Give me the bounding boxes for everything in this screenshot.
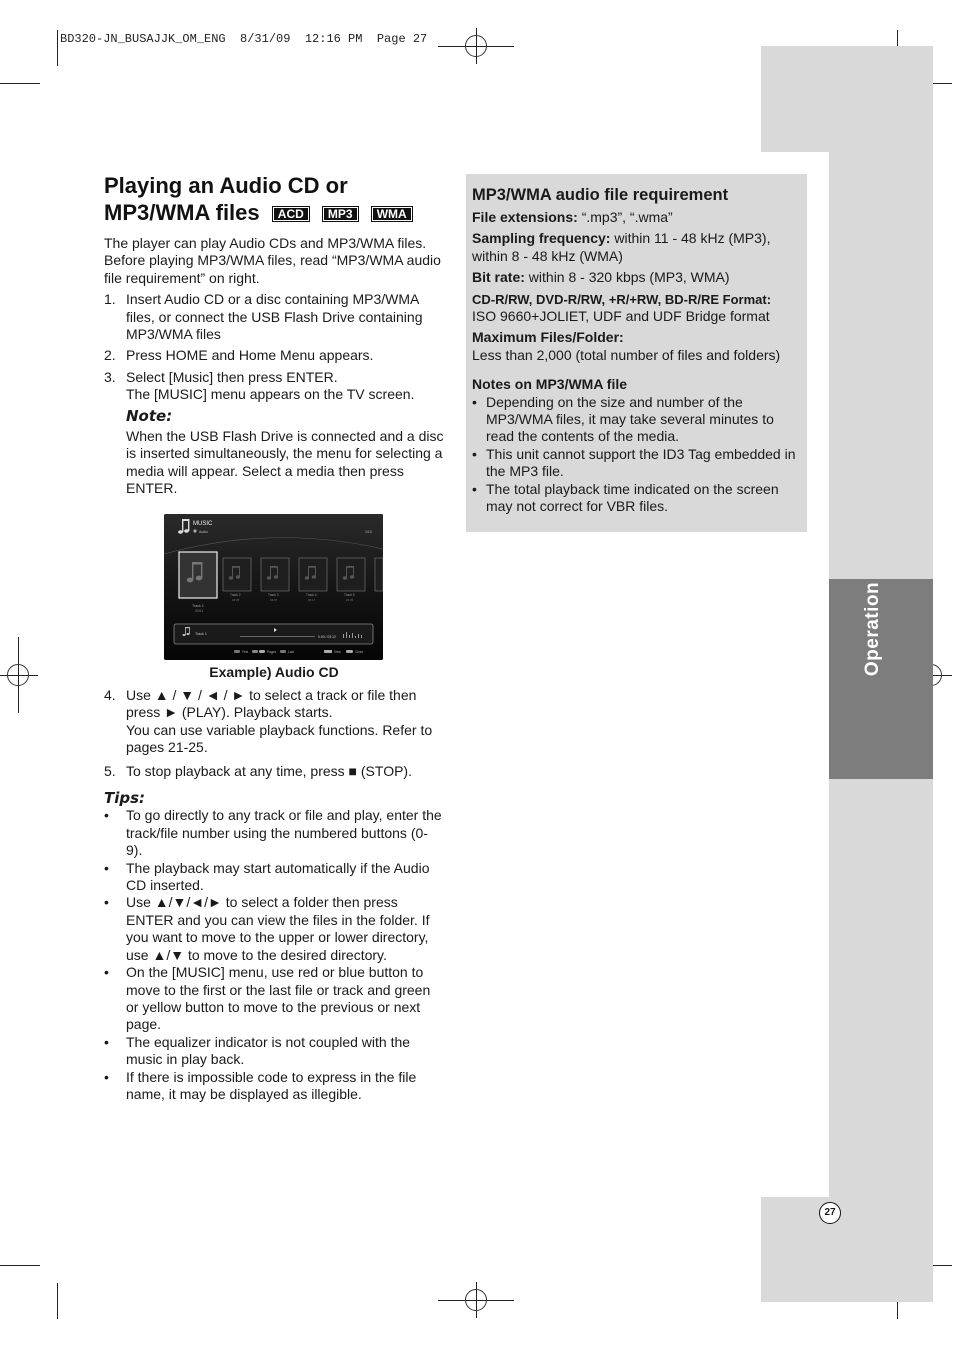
intro-text: The player can play Audio CDs and MP3/WMA files. Before playing MP3/WMA files, read “MP3/WMA audio file requirement” on right. bbox=[104, 235, 441, 286]
step-number: 4. bbox=[104, 687, 116, 703]
help-first: First bbox=[242, 650, 249, 654]
step-3 bbox=[104, 369, 444, 404]
step-number: 5. bbox=[104, 762, 116, 779]
tip-text: If there is impossible code to express in the file name, it may be displayed as illegible. bbox=[126, 1068, 417, 1102]
left-column-lower bbox=[104, 687, 444, 1103]
tip-text: The equalizer indicator is not coupled with the music in play back. bbox=[126, 1033, 411, 1068]
registration-mark bbox=[465, 35, 487, 57]
requirement-row bbox=[472, 291, 802, 326]
tip-item: • On the [MUSIC] menu, use red or blue button to move to the first or the last file or track and green or yellow button to move to the previous or next page. bbox=[104, 964, 431, 1033]
requirement-value: within 8 - 320 kbps (MP3, WMA) bbox=[524, 269, 730, 286]
note-item: • Depending on the size and number of the MP3/WMA files, it may take several minutes to read the contents of the media. bbox=[472, 393, 774, 445]
requirement-label: File extensions: bbox=[472, 209, 578, 225]
track-thumbnail bbox=[223, 558, 251, 591]
crop-mark bbox=[0, 1265, 40, 1266]
step-text: To stop playback at any time, press ■ (STOP). bbox=[126, 762, 412, 779]
badge-mp3: MP3 bbox=[322, 206, 359, 222]
step-1 bbox=[104, 291, 444, 343]
registration-mark bbox=[465, 1289, 487, 1311]
tip-item: • If there is impossible code to express in the file name, it may be displayed as illegible. bbox=[104, 1068, 417, 1102]
help-pages: Pages bbox=[267, 650, 277, 654]
tip-text: To go directly to any track or file and play, enter the track/file number using the numbered buttons (0-9). bbox=[126, 807, 442, 859]
track-label: Track 2 bbox=[230, 593, 241, 597]
note-item: • The total playback time indicated on the screen may not correct for VBR files. bbox=[472, 480, 779, 515]
step-4 bbox=[104, 687, 444, 757]
now-playing-track: Track 1 bbox=[195, 632, 207, 636]
step-text: Press HOME and Home Menu appears. bbox=[126, 347, 374, 364]
requirement-row bbox=[472, 209, 802, 226]
print-header: BD320-JN_BUSAJJK_OM_ENG 8/31/09 12:16 PM Page 27 bbox=[60, 32, 428, 46]
step-5 bbox=[104, 763, 444, 780]
track-time: 03:07 bbox=[270, 598, 278, 602]
tips-heading: Tips: bbox=[104, 789, 146, 808]
note-text: When the USB Flash Drive is connected and a disc is inserted simultaneously, the menu for selecting a media will appear. Select a media then press ENTER. bbox=[126, 428, 444, 497]
step-2 bbox=[104, 347, 444, 364]
tip-text: The playback may start automatically if the Audio CD inserted. bbox=[126, 859, 430, 894]
requirement-row bbox=[472, 329, 802, 364]
now-playing-bar bbox=[174, 624, 373, 644]
step-text: Use ▲ / ▼ / ◄ / ► to select a track or file then press ► (PLAY). Playback starts. bbox=[126, 687, 417, 721]
registration-mark bbox=[7, 664, 29, 686]
step-subtext: The [MUSIC] menu appears on the TV screen. bbox=[126, 386, 415, 403]
requirement-label: Maximum Files/Folder: bbox=[472, 329, 624, 346]
track-time: 00:01 bbox=[195, 609, 203, 613]
tip-item: • The equalizer indicator is not coupled with the music in play back. bbox=[104, 1033, 411, 1068]
note-item-text: The total playback time indicated on the screen may not correct for VBR files. bbox=[486, 480, 779, 515]
requirement-label: CD-R/RW, DVD-R/RW, +R/+RW, BD-R/RE Format: bbox=[472, 291, 772, 307]
title-line1: Playing an Audio CD or bbox=[104, 173, 348, 198]
menu-counter: 1/10 bbox=[365, 530, 372, 534]
track-thumbnail bbox=[337, 558, 365, 591]
step-number: 1. bbox=[104, 291, 116, 308]
title-line2: MP3/WMA files bbox=[104, 200, 260, 225]
step-number: 3. bbox=[104, 368, 116, 385]
figure-caption: Example) Audio CD bbox=[209, 664, 339, 680]
requirements-box bbox=[466, 174, 807, 532]
step-subtext: You can use variable playback functions. Refer to pages 21-25. bbox=[126, 721, 433, 756]
section-tab-label: Operation bbox=[862, 581, 883, 677]
step-text: Select [Music] then press ENTER. bbox=[126, 368, 338, 385]
requirement-value: within 11 - 48 kHz (MP3), within 8 - 48 kHz (WMA) bbox=[472, 230, 771, 264]
music-menu-screenshot bbox=[164, 514, 383, 660]
note-item: • This unit cannot support the ID3 Tag embedded in the MP3 file. bbox=[472, 445, 796, 480]
track-label: Track 3 bbox=[268, 593, 279, 597]
tip-text: On the [MUSIC] menu, use red or blue button to move to the first or the last file or track and green or yellow button to move to the previous or next page. bbox=[126, 964, 431, 1033]
section-tab bbox=[829, 579, 933, 779]
requirement-label: Bit rate: bbox=[472, 269, 525, 286]
music-menu-illustration bbox=[164, 514, 383, 660]
page-title bbox=[104, 172, 413, 226]
help-last: Last bbox=[288, 650, 295, 654]
menu-subtitle: Audio bbox=[199, 530, 208, 534]
track-time: 03:05 bbox=[232, 598, 240, 602]
crop-mark bbox=[57, 30, 58, 66]
requirement-value: Less than 2,000 (total number of files and folders) bbox=[472, 346, 781, 363]
step-text: Insert Audio CD or a disc containing MP3/WMA files, or connect the USB Flash Drive containing MP3/WMA files bbox=[126, 291, 423, 343]
help-close: Close bbox=[355, 650, 364, 654]
badge-acd: ACD bbox=[272, 206, 310, 222]
track-thumbnail-selected bbox=[179, 552, 217, 598]
page-number: 27 bbox=[819, 1202, 841, 1224]
track-time: 04:25 bbox=[346, 598, 354, 602]
tip-item: • Use ▲/▼/◄/► to select a folder then press ENTER and you can view the files in the folder. If you want to move to the upper or lower directory, use ▲/▼ to move to the desired directory. bbox=[104, 894, 430, 963]
track-time: 03:17 bbox=[308, 598, 316, 602]
requirement-row bbox=[472, 269, 802, 286]
requirement-row bbox=[472, 230, 802, 265]
elapsed-time: 0:00 / 03:12 bbox=[318, 635, 336, 639]
requirements-heading: MP3/WMA audio file requirement bbox=[472, 186, 729, 204]
track-label: Track 5 bbox=[344, 593, 355, 597]
requirement-value: “.mp3”, “.wma” bbox=[577, 209, 673, 225]
track-thumbnail bbox=[299, 558, 327, 591]
menu-title: MUSIC bbox=[193, 521, 213, 527]
requirement-label: Sampling frequency: bbox=[472, 230, 611, 247]
step-number: 2. bbox=[104, 347, 116, 364]
badge-wma: WMA bbox=[371, 206, 413, 222]
note-item-text: This unit cannot support the ID3 Tag embedded in the MP3 file. bbox=[486, 445, 796, 480]
track-thumbnail bbox=[261, 558, 289, 591]
note-heading: Note: bbox=[126, 406, 173, 425]
sidebar-band bbox=[761, 46, 933, 152]
tip-text: Use ▲/▼/◄/► to select a folder then press ENTER and you can view the files in the folder. If you want to move to the upper or lower directory, use ▲/▼ to move to the desired directory. bbox=[126, 894, 430, 963]
notes-heading: Notes on MP3/WMA file bbox=[472, 376, 628, 393]
help-view: View bbox=[334, 650, 341, 654]
tip-item: • The playback may start automatically if the Audio CD inserted. bbox=[104, 859, 430, 894]
track-label: Track 1 bbox=[192, 604, 204, 608]
requirement-value: ISO 9660+JOLIET, UDF and UDF Bridge format bbox=[472, 308, 770, 325]
note-item-text: Depending on the size and number of the MP3/WMA files, it may take several minutes to read the contents of the media. bbox=[486, 393, 774, 445]
left-column bbox=[104, 235, 444, 498]
track-label: Track 4 bbox=[306, 593, 317, 597]
crop-mark bbox=[57, 1283, 58, 1319]
crop-mark bbox=[0, 83, 40, 84]
tip-item: • To go directly to any track or file and play, enter the track/file number using the numbered buttons (0-9). bbox=[104, 807, 442, 859]
sidebar-band bbox=[761, 1197, 933, 1302]
